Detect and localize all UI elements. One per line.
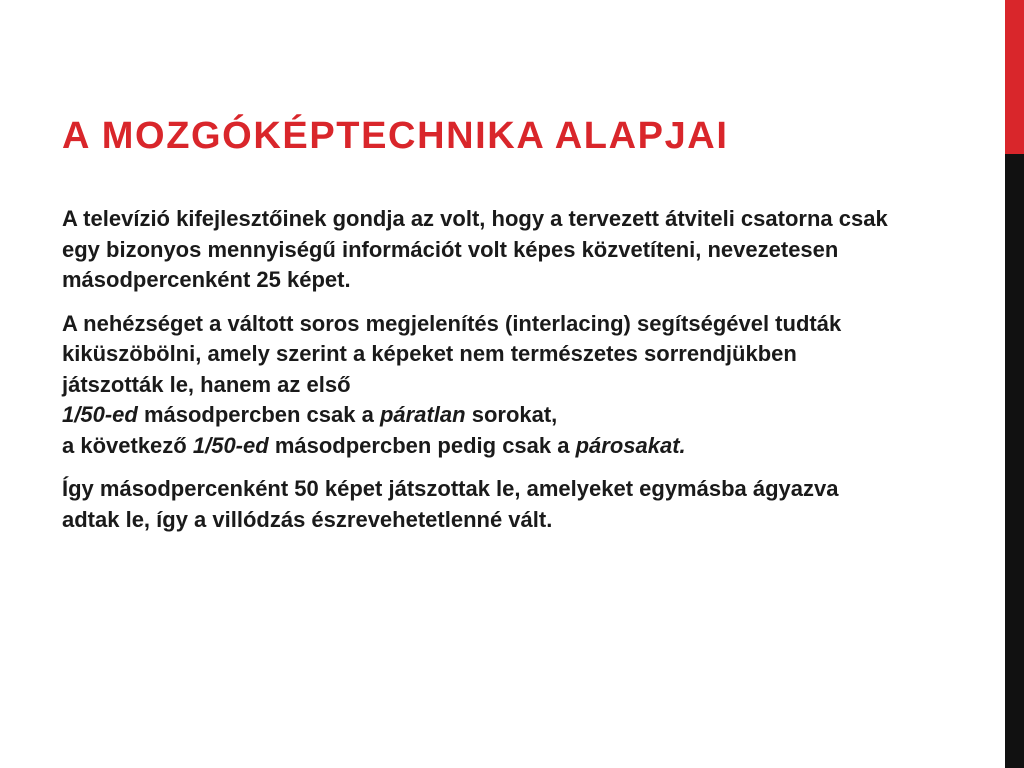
paragraph-2-emphasis-4: párosakat. [575, 432, 686, 458]
paragraph-2-text-4: a következő [62, 432, 187, 458]
slide-title: A MOZGÓKÉPTECHNIKA ALAPJAI [62, 115, 729, 157]
paragraph-2-emphasis-2: páratlan [379, 402, 466, 427]
paragraph-2-text-5: másodpercben pedig csak a [274, 432, 570, 458]
paragraph-2-emphasis-3: 1/50-ed [192, 432, 269, 458]
slide-body [62, 204, 902, 548]
paragraph-2-text-3: sorokat, [471, 402, 558, 427]
accent-bar-black [1005, 154, 1024, 768]
paragraph-2-emphasis-1: 1/50-ed [62, 402, 138, 427]
paragraph-2-text-2: másodpercben csak a [143, 402, 374, 427]
accent-bar-red [1005, 0, 1024, 154]
paragraph-1: A televízió kifejlesztőinek gondja az volt, hogy a tervezett átviteli csatorna csak egy bizonyos mennyiségű információt volt képes közvetíteni, nevezetesen másodpercenként 25 képet. [62, 206, 888, 292]
paragraph-2 [62, 309, 902, 462]
paragraph-3: Így másodpercenként 50 képet játszottak le, amelyeket egymásba ágyazva adtak le, így a villódzás észrevehetetlenné vált. [62, 476, 839, 532]
paragraph-2-text-1: A nehézséget a váltott soros megjelenítés (interlacing) segítségével tudták kiküszöbölni, amely szerint a képeket nem természetes sorrendjükben játszották le, hanem az első [62, 310, 842, 397]
